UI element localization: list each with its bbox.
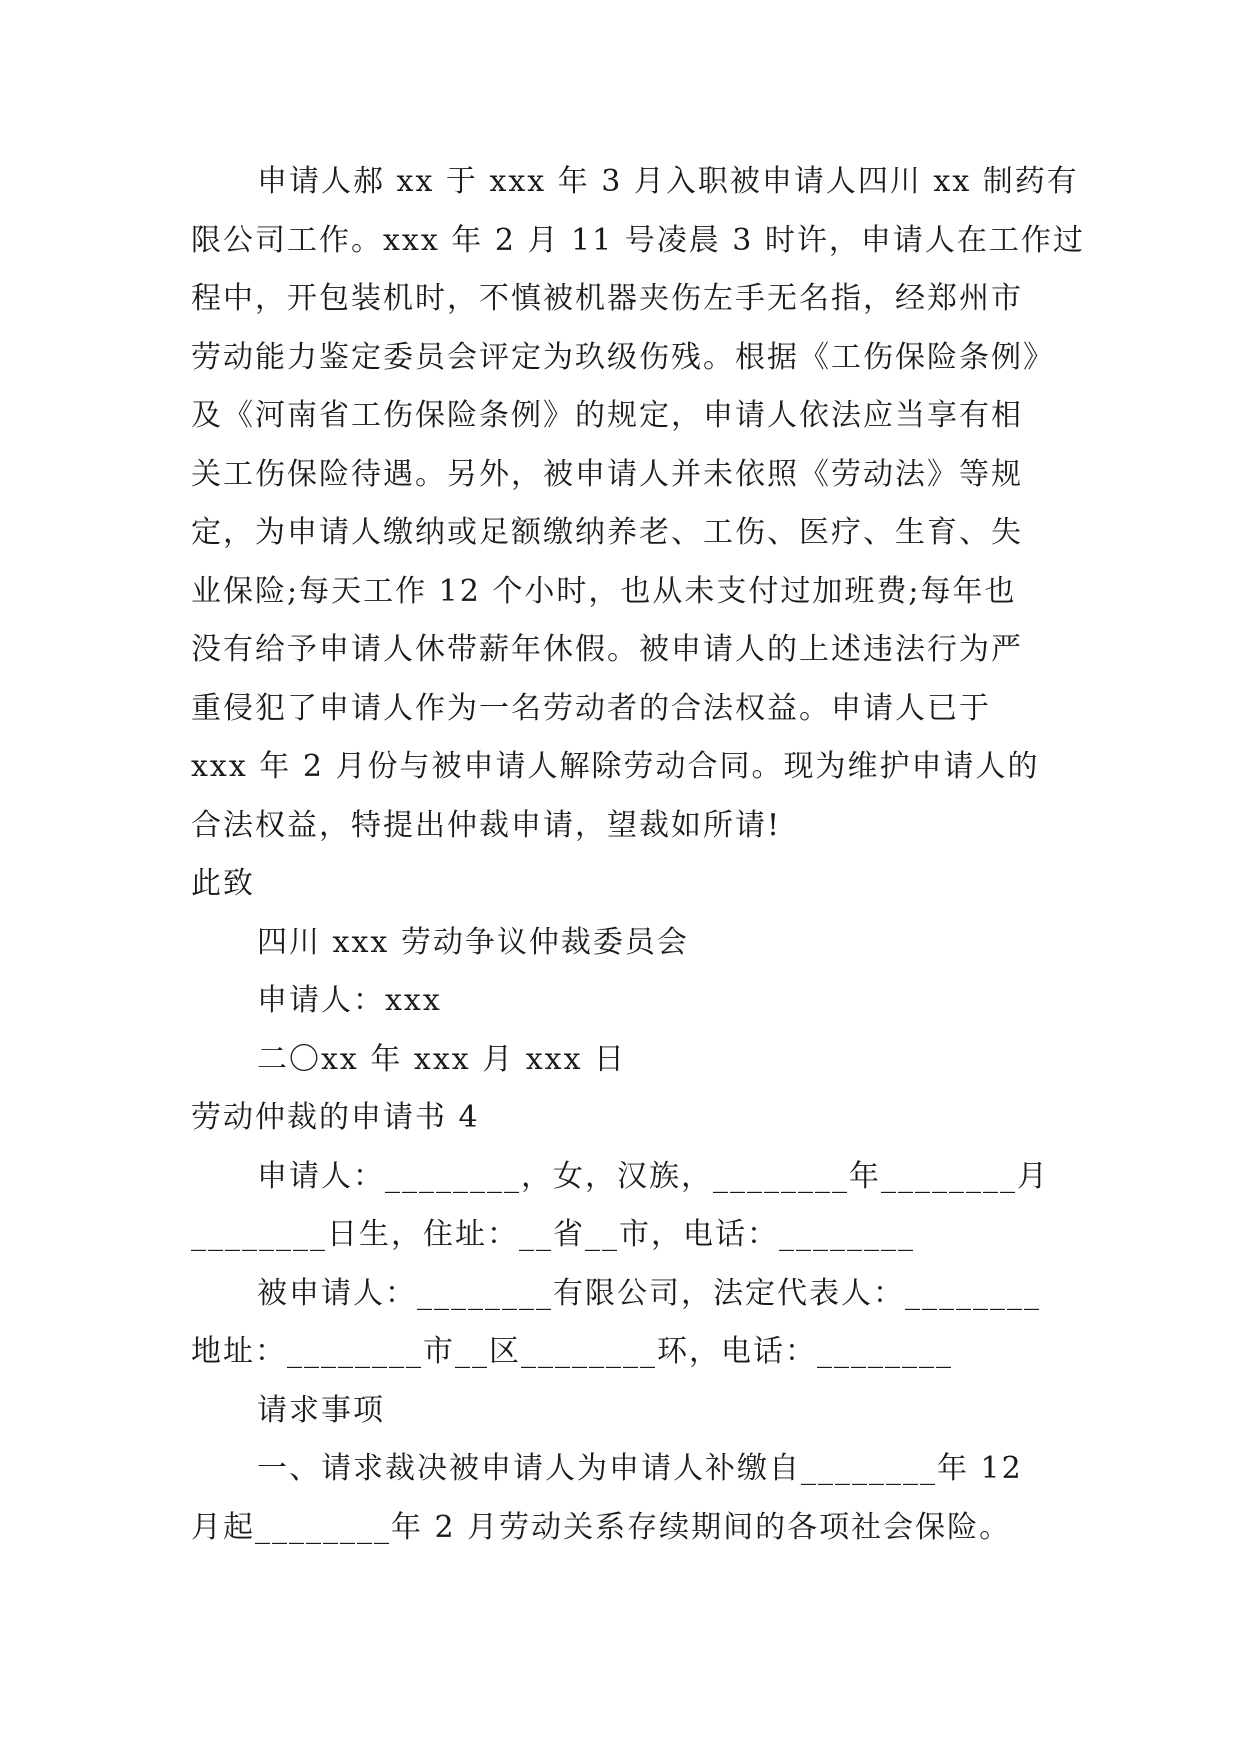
respondent-info-line: 地址：________市__区________环，电话：________ [191,1334,953,1369]
paragraph-line: 业保险;每天工作 12 个小时，也从未支付过加班费;每年也 [191,573,1017,609]
closing-salutation: 此致 [191,866,255,901]
committee-name: 四川 xxx 劳动争议仲裁委员会 [257,924,689,960]
paragraph-line: 合法权益，特提出仲裁申请，望裁如所请! [191,807,782,843]
applicant-signature: 申请人：xxx [257,983,442,1018]
paragraph-line: 定，为申请人缴纳或足额缴纳养老、工伤、医疗、生育、失 [191,515,1023,550]
applicant-info-line: 申请人：________，女，汉族，________年________月 [257,1158,1049,1194]
paragraph-line: 及《河南省工伤保险条例》的规定，申请人依法应当享有相 [191,398,1023,433]
paragraph-line: 申请人郝 xx 于 xxx 年 3 月入职被申请人四川 xx 制药有 [257,164,1079,199]
document-date: 二〇xx 年 xxx 月 xxx 日 [257,1041,627,1077]
request-item-line: 一、请求裁决被申请人为申请人补缴自________年 12 [257,1451,1023,1486]
document-body [191,153,1085,1557]
request-item-line: 月起________年 2 月劳动关系存续期间的各项社会保险。 [191,1509,1012,1545]
paragraph-line: 关工伤保险待遇。另外，被申请人并未依照《劳动法》等规 [191,456,1023,492]
applicant-info-line: ________日生，住址：__省__市，电话：________ [191,1217,915,1252]
paragraph-line: 限公司工作。xxx 年 2 月 11 号凌晨 3 时许，申请人在工作过 [191,222,1085,258]
section-title: 劳动仲裁的申请书 4 [191,1100,480,1135]
request-heading: 请求事项 [257,1392,385,1428]
respondent-info-line: 被申请人：________有限公司，法定代表人：________ [257,1275,1041,1311]
paragraph-line: 重侵犯了申请人作为一名劳动者的合法权益。申请人已于 [191,690,991,726]
paragraph-line: 劳动能力鉴定委员会评定为玖级伤残。根据《工伤保险条例》 [191,339,1055,375]
paragraph-line: xxx 年 2 月份与被申请人解除劳动合同。现为维护申请人的 [191,749,1040,784]
paragraph-line: 没有给予申请人休带薪年休假。被申请人的上述违法行为严 [191,632,1023,667]
paragraph-line: 程中，开包装机时，不慎被机器夹伤左手无名指，经郑州市 [191,281,1023,316]
